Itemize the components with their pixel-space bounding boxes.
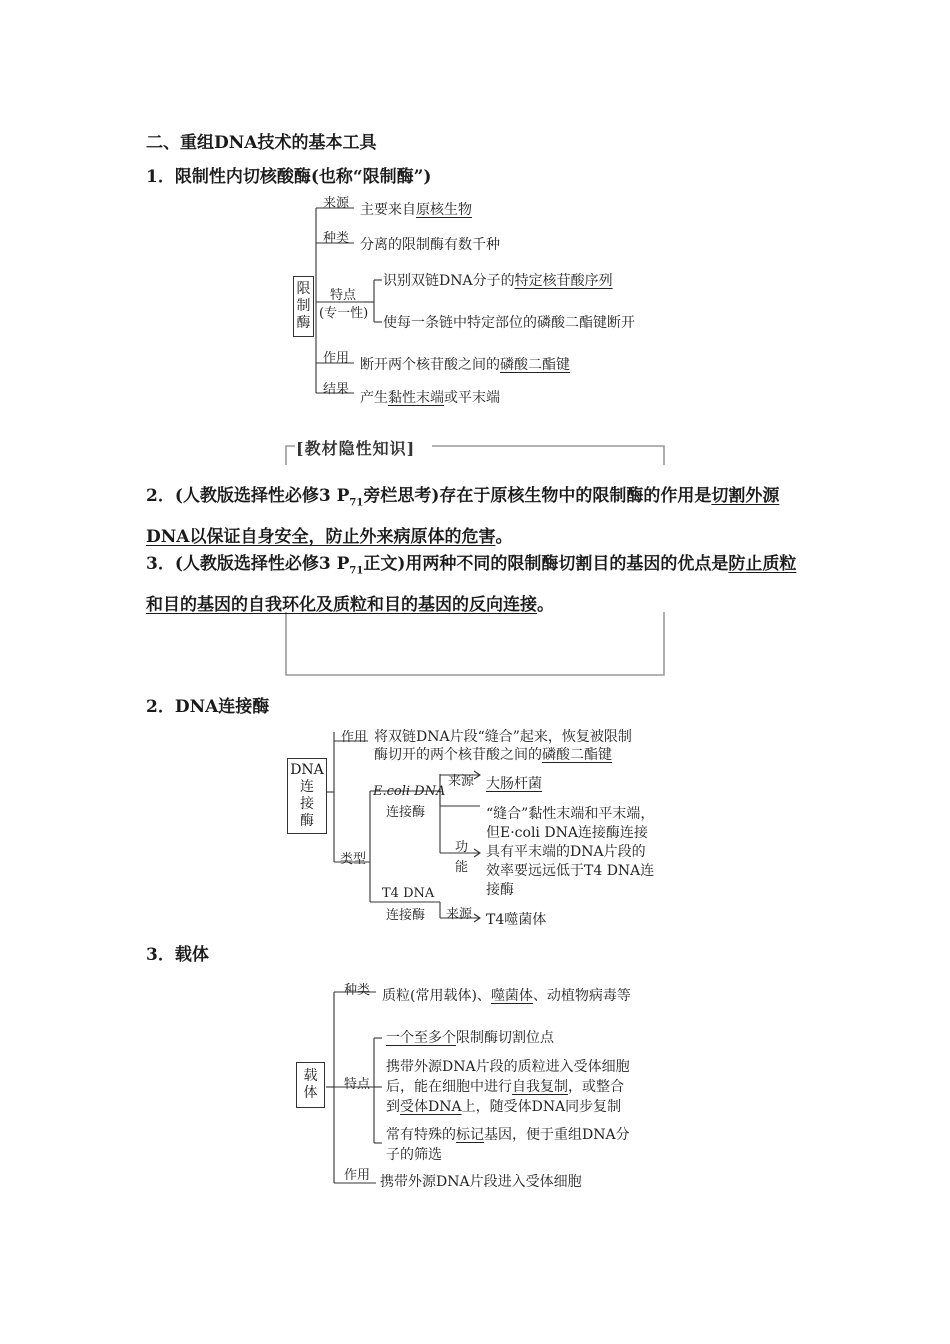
vector-feature1: 一个至多个限制酶切割位点 [386,1030,554,1046]
feature1: 识别双链DNA分子的特定核苷酸序列 [383,273,613,289]
vector-root: 载 体 [296,1062,325,1108]
source-label: 来源 [323,196,350,211]
ecoli-func-label2: 能 [455,860,469,875]
source-blank: 原核生物 [416,202,472,218]
types-label: 种类 [323,231,350,246]
q3-answer: 防止质粒和目的基因的自我环化及质粒和目的基因的反向连接 [146,554,797,616]
ligase-function-line2: 酶切开的两个核苷酸之间的磷酸二酯键 [374,747,612,763]
t4-name: T4 DNA [382,886,435,901]
ecoli-source-label: 来源 [448,774,475,789]
feature2: 使每一条链中特定部位的磷酸二酯键断开 [383,315,635,331]
feature-sub: (专一性) [319,306,369,321]
q2-answer: 切割外源DNA以保证自身安全，防止外来病原体的危害 [146,486,780,548]
item1-title: 1．限制性内切核酸酶(也称“限制酶”) [146,167,432,187]
ligase-types-label: 类型 [340,852,367,867]
dna-ligase-root: DNA 连 接 酶 [287,758,327,834]
hidden-knowledge-title: [教材隐性知识] [296,439,416,458]
result-label: 结果 [323,382,350,397]
ecoli-func-label1: 功 [455,840,469,855]
types-text: 分离的限制酶有数千种 [360,237,500,253]
ecoli-source: 大肠杆菌 [486,776,542,792]
root-label: 限制酶 [296,281,311,331]
feature-label: 特点 [330,288,357,303]
function-blank: 磷酸二酯键 [500,357,570,373]
feature1-blank: 特定核苷酸序列 [514,273,613,289]
section-title: 二、重组DNA技术的基本工具 [146,133,377,153]
question-2: 2．(人教版选择性必修3 $P_{71}$旁栏思考)存在于原核生物中的限制酶的作用是切割外源DNA以保证自身安全，防止外来病原体的危害。 [146,486,780,548]
vector-function-label: 作用 [344,1168,371,1183]
vector-feature-label: 特点 [344,1077,371,1092]
item2-title: 2．DNA连接酶 [146,697,270,717]
ligase-function-label: 作用 [341,730,368,745]
vector-types: 质粒(常用载体)、噬菌体、动植物病毒等 [382,988,631,1004]
t4-source-label: 来源 [446,907,473,922]
function-text: 断开两个核苷酸之间的磷酸二酯键 [360,357,570,373]
ligase-function-blank: 磷酸二酯键 [542,747,612,763]
vector-function: 携带外源DNA片段进入受体细胞 [380,1174,582,1190]
vector-types-label: 种类 [344,983,371,998]
item3-title: 3．载体 [146,945,209,965]
question-3: 3．(人教版选择性必修3 $P_{71}$正文)用两种不同的限制酶切割目的基因的优点是防止质粒和目的基因的自我环化及质粒和目的基因的反向连接。 [146,554,797,616]
function-label: 作用 [323,351,350,366]
ecoli-name2: 连接酶 [386,805,426,820]
vector-feature2: 携带外源DNA片段的质粒进入受体细胞 后，能在细胞中进行自我复制，或整合 到受体DNA上，随受体DNA同步复制 [386,1059,630,1115]
vector-types-blank: 噬菌体 [490,988,533,1004]
t4-source: T4噬菌体 [486,912,547,928]
ecoli-function: “缝合”黏性末端和平末端， 但E·coli DNA连接酶连接 具有平末端的DNA片段的 效率要远远低于T4 DNA连 接酶 [486,806,655,898]
result-blank: 黏性末端 [388,390,444,406]
restriction-enzyme-root [293,276,314,337]
t4-name2: 连接酶 [386,908,426,923]
vector-feature3: 常有特殊的标记基因，便于重组DNA分 子的筛选 [386,1127,630,1163]
ligase-function-line1: 将双链DNA片段“缝合”起来，恢复被限制 [374,729,632,745]
result-text: 产生黏性末端或平末端 [360,390,500,406]
source-text: 主要来自原核生物 [360,202,472,218]
ecoli-name: E.coli DNA [373,784,446,799]
